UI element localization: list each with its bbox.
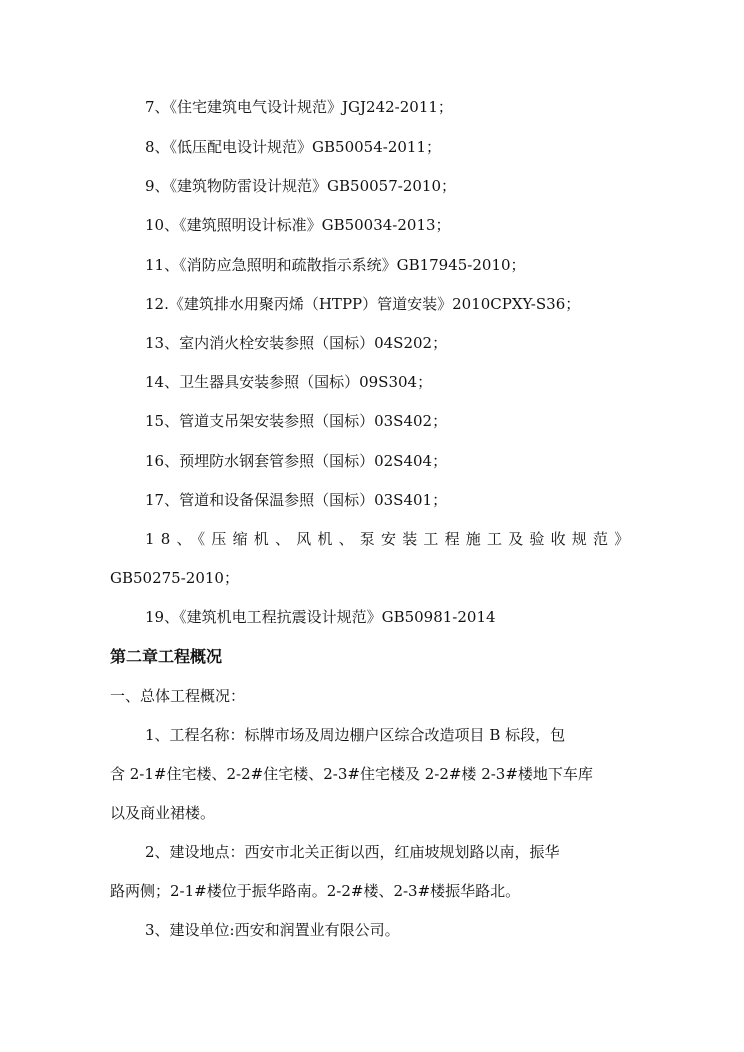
section-title: 一、总体工程概况： [110, 687, 246, 705]
standard-item-12: 12.《建筑排水用聚丙烯（HTPP）管道安装》2010CPXY-S36； [145, 295, 581, 313]
standard-item-16: 16、预埋防水钢套管参照（国标）02S404； [145, 452, 448, 470]
project-name-line3: 以及商业裙楼。 [110, 804, 216, 822]
standard-item-7: 7、《住宅建筑电气设计规范》JGJ242-2011； [145, 98, 453, 116]
standard-item-18-line1: 18、《压缩机、风机、泵安装工程施工及验收规范》 [145, 530, 636, 548]
standard-item-14: 14、卫生器具安装参照（国标）09S304； [145, 373, 433, 391]
location-line1: 2、建设地点：西安市北关正街以西，红庙坡规划路以南，振华 [145, 843, 560, 861]
client-line: 3、建设单位:西安和润置业有限公司。 [145, 921, 400, 939]
standard-item-10: 10、《建筑照明设计标准》GB50034-2013； [145, 216, 451, 234]
standard-item-8: 8、《低压配电设计规范》GB50054-2011； [145, 138, 442, 156]
standard-item-9: 9、《建筑物防雷设计规范》GB50057-2010； [145, 177, 457, 195]
standard-item-17: 17、管道和设备保温参照（国标）03S401； [145, 491, 448, 509]
project-name-line2: 含 2-1#住宅楼、2-2#住宅楼、2-3#住宅楼及 2-2#楼 2-3#楼地下车库 [110, 765, 593, 783]
chapter-title: 第二章工程概况 [110, 647, 223, 666]
standard-item-19: 19、《建筑机电工程抗震设计规范》GB50981-2014 [145, 608, 496, 626]
standard-item-15: 15、管道支吊架安装参照（国标）03S402； [145, 412, 448, 430]
project-name-line1: 1、工程名称：标牌市场及周边棚户区综合改造项目 B 标段，包 [145, 726, 566, 744]
standard-item-18-line2: GB50275-2010； [110, 569, 239, 587]
standard-item-11: 11、《消防应急照明和疏散指示系统》GB17945-2010； [145, 256, 526, 274]
location-line2: 路两侧；2-1#楼位于振华路南。2-2#楼、2-3#楼振华路北。 [110, 882, 521, 900]
standard-item-13: 13、室内消火栓安装参照（国标）04S202； [145, 334, 448, 352]
